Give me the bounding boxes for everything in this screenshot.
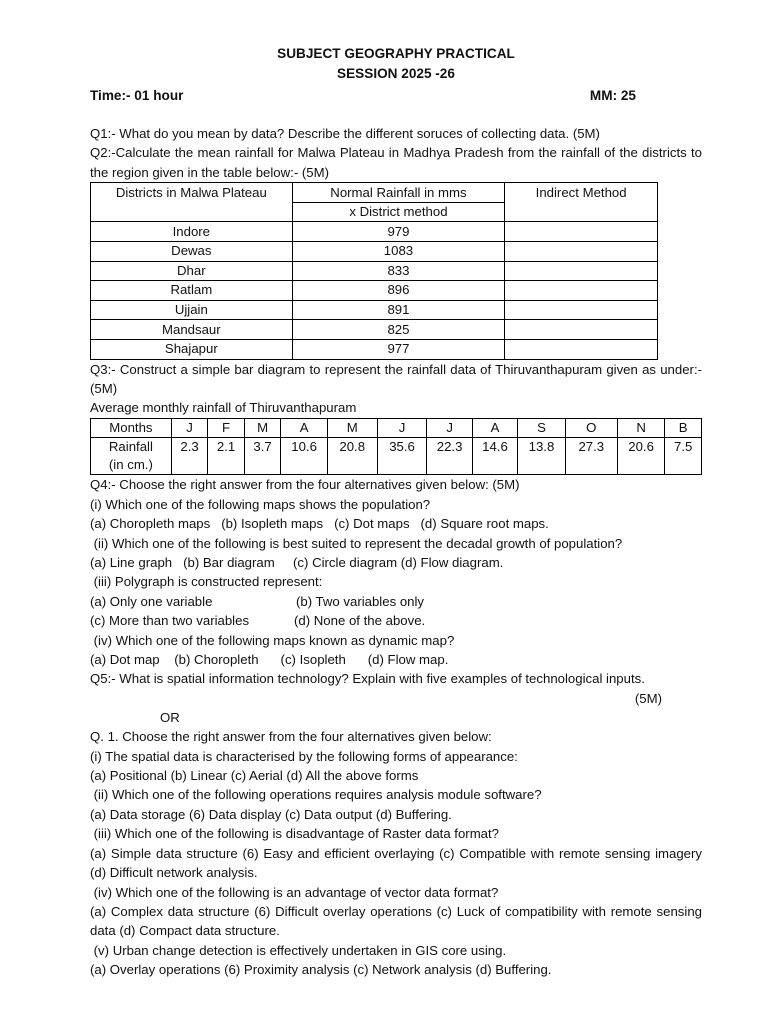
month-cell: M: [327, 418, 377, 438]
rainfall-value: 1083: [292, 242, 505, 262]
month-cell: S: [518, 418, 566, 438]
q4-options-row: [90, 611, 702, 630]
month-cell: J: [377, 418, 427, 438]
indirect-cell: [505, 242, 658, 262]
district-name: Mandsaur: [91, 320, 293, 340]
rainfall-value: 891: [292, 300, 505, 320]
district-name: Ujjain: [91, 300, 293, 320]
question-4-intro: Q4:- Choose the right answer from the four alternatives given below: (5M): [90, 477, 520, 493]
q4-option: (c) More than two variables: [90, 613, 250, 629]
indirect-cell: [505, 222, 658, 242]
month-cell: J: [427, 418, 472, 438]
rainfall-label: Rainfall: [108, 439, 153, 455]
time-label: Time:- 01 hour: [90, 88, 184, 103]
header-rainfall: Normal Rainfall in mms: [292, 183, 505, 203]
rainfall-cell: 22.3: [427, 438, 472, 475]
indirect-cell: [505, 261, 658, 281]
session-title: SESSION 2025 -26: [337, 66, 455, 81]
rainfall-cell: 35.6: [377, 438, 427, 475]
table-header-row: [91, 183, 658, 203]
indirect-cell: [505, 320, 658, 340]
q4-line: (a) Line graph (b) Bar diagram (c) Circle diagram (d) Flow diagram.: [90, 555, 504, 570]
month-cell: O: [565, 418, 617, 438]
month-cell: F: [208, 418, 245, 438]
table-header-row-2: [91, 202, 658, 222]
alt-line: (v) Urban change detection is effectively undertaken in GIS core using.: [90, 942, 507, 958]
district-name: Ratlam: [91, 281, 293, 301]
question-5: Q5:- What is spatial information technology? Explain with five examples of technological inputs.: [90, 671, 645, 687]
rainfall-cell: 27.3: [565, 438, 617, 475]
rainfall-value: 977: [292, 339, 505, 359]
alt-line: (a) Complex data structure (6) Difficult overlay operations (c) Luck of compatibility with remote sensing data (d) Compact data structure.: [90, 903, 702, 939]
table-row: [91, 339, 658, 359]
district-name: Shajapur: [91, 339, 293, 359]
table-row: [91, 320, 658, 340]
months-header: Months: [91, 418, 172, 438]
table-row: [91, 222, 658, 242]
subject-title: SUBJECT GEOGRAPHY PRACTICAL: [277, 46, 515, 61]
month-cell: M: [244, 418, 281, 438]
rainfall-header: [91, 438, 172, 475]
table-row: [91, 300, 658, 320]
q4-option: (b) Two variables only: [296, 593, 425, 609]
rainfall-cell: 20.8: [327, 438, 377, 475]
month-cell: A: [281, 418, 327, 438]
question-3: Q3:- Construct a simple bar diagram to represent the rainfall data of Thiruvanthapuram given as under:- (5M): [90, 361, 702, 396]
max-marks-label: MM: 25: [589, 88, 636, 103]
q4-options-row: [90, 592, 702, 611]
q4-line: (i) Which one of the following maps shows the population?: [90, 496, 431, 512]
district-name: Dhar: [91, 261, 293, 281]
rainfall-row: [91, 438, 702, 475]
rainfall-cell: 2.1: [208, 438, 245, 475]
indirect-cell: [505, 281, 658, 301]
month-cell: N: [617, 418, 665, 438]
table-row: [91, 281, 658, 301]
alt-line: (iii) Which one of the following is disadvantage of Raster data format?: [90, 826, 500, 842]
q4-line: (ii) Which one of the following is best suited to represent the decadal growth of population?: [90, 535, 623, 551]
q4-line: (iv) Which one of the following maps known as dynamic map?: [90, 632, 455, 648]
q4-option: (d) None of the above.: [294, 613, 426, 629]
rainfall-cell: 13.8: [518, 438, 566, 475]
table-row: [91, 261, 658, 281]
indirect-cell: [505, 300, 658, 320]
alt-line: (a) Simple data structure (6) Easy and efficient overlaying (c) Compatible with remote sensing imagery (d) Difficult network analysis.: [90, 845, 702, 881]
question-3-subtitle: Average monthly rainfall of Thiruvanthapuram: [90, 400, 357, 416]
alt-line: (a) Overlay operations (6) Proximity analysis (c) Network analysis (d) Buffering.: [90, 962, 552, 978]
header-indirect: Indirect Method: [505, 183, 658, 203]
alt-line: (iv) Which one of the following is an advantage of vector data format?: [90, 884, 499, 900]
rainfall-cell: 10.6: [281, 438, 327, 475]
monthly-rainfall-table: [90, 418, 702, 476]
q4-line: (iii) Polygraph is constructed represent:: [90, 574, 323, 590]
rainfall-value: 896: [292, 281, 505, 301]
month-cell: J: [171, 418, 208, 438]
month-cell: B: [665, 418, 702, 438]
question-1: Q1:- What do you mean by data? Describe the different soruces of collecting data. (5M): [90, 126, 600, 141]
rainfall-value: 825: [292, 320, 505, 340]
month-cell: A: [472, 418, 517, 438]
rainfall-unit: (in cm.): [108, 457, 153, 473]
alt-line: Q. 1. Choose the right answer from the four alternatives given below:: [90, 729, 492, 745]
rainfall-value: 979: [292, 222, 505, 242]
months-row: [91, 418, 702, 438]
rainfall-value: 833: [292, 261, 505, 281]
exam-paper: [90, 44, 702, 980]
q4-line: (a) Choropleth maps (b) Isopleth maps (c) Dot maps (d) Square root maps.: [90, 516, 549, 532]
rainfall-cell: 7.5: [665, 438, 702, 475]
time-marks-row: [90, 86, 702, 106]
alt-line: (ii) Which one of the following operations requires analysis module software?: [90, 787, 542, 803]
table-row: [91, 242, 658, 262]
rainfall-cell: 3.7: [244, 438, 281, 475]
district-name: Indore: [91, 222, 293, 242]
q4-option: (a) Only one variable: [90, 593, 213, 609]
question-2: Q2:-Calculate the mean rainfall for Malwa Plateau in Madhya Pradesh from the rainfall of the districts to the region given in the table below:- (5M): [90, 145, 702, 180]
header-district-method: x District method: [292, 202, 505, 222]
question-5-marks: (5M): [634, 690, 662, 706]
q4-line: (a) Dot map (b) Choropleth (c) Isopleth (d) Flow map.: [90, 652, 449, 668]
rainfall-cell: 14.6: [472, 438, 517, 475]
alt-line: (a) Positional (b) Linear (c) Aerial (d) All the above forms: [90, 768, 419, 784]
or-separator: OR: [160, 710, 180, 726]
alt-line: (a) Data storage (6) Data display (c) Data output (d) Buffering.: [90, 806, 452, 822]
district-name: Dewas: [91, 242, 293, 262]
malwa-rainfall-table: [90, 182, 658, 359]
indirect-cell: [505, 339, 658, 359]
rainfall-cell: 2.3: [171, 438, 208, 475]
rainfall-cell: 20.6: [617, 438, 665, 475]
header-districts: Districts in Malwa Plateau: [91, 183, 293, 203]
alt-line: (i) The spatial data is characterised by the following forms of appearance:: [90, 748, 518, 764]
